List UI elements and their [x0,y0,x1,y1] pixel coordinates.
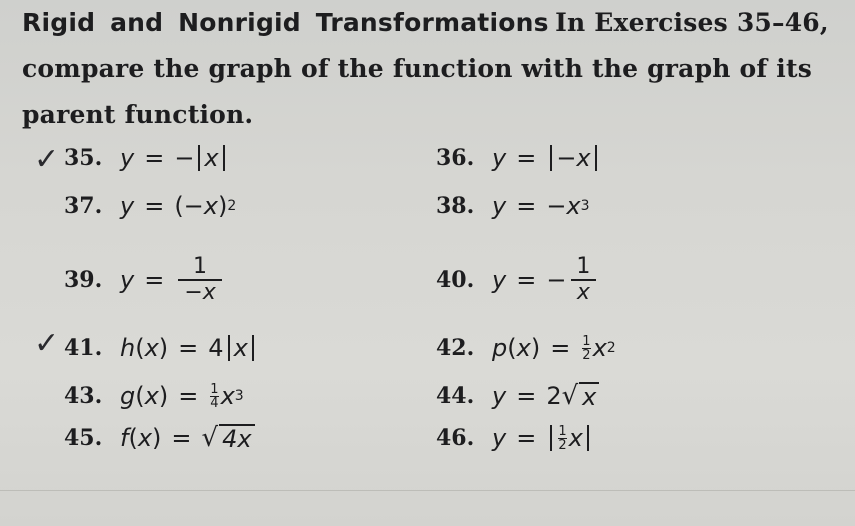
exercise-43 [64,374,244,418]
exercise-37 [64,184,236,228]
exercise-number: 37. [64,193,103,219]
exercise-35 [64,136,229,180]
exercise-number: 36. [436,145,475,171]
heading-topic: Rigid and Nonrigid Transformations [22,8,549,37]
check-mark-icon: ✓ [34,326,60,361]
page-divider [0,490,855,491]
exercise-number: 39. [64,267,103,293]
exercise-46 [436,416,593,460]
exercise-36 [436,136,601,180]
exercise-44 [436,374,599,418]
exercise-40 [436,250,600,310]
exercise-42 [436,326,616,370]
exercise-number: 42. [436,335,475,361]
exercise-41 [64,326,258,370]
exercise-number: 44. [436,383,475,409]
exercise-equation: y = $\frac{1}{-x}$ [120,255,226,305]
exercise-heading [22,0,852,138]
exercise-number: 35. [64,145,103,171]
exercise-number: 40. [436,267,475,293]
exercise-number: 41. [64,335,103,361]
check-mark-icon: ✓ [34,142,60,177]
exercise-equation: p ( x ) = $\frac{1}{2}$ x 2 [492,333,616,363]
exercise-number: 38. [436,193,475,219]
exercise-equation: f ( x ) = √ 4x [120,423,255,453]
exercise-equation: h ( x ) = 4 x [120,334,258,362]
heading-instructions: In Exercises 35–46, compare the graph of the function with the graph of its parent function. [22,8,829,129]
exercise-equation: g ( x ) = $\frac{1}{4}$ x 3 [120,381,244,411]
exercise-39 [64,250,226,310]
exercise-equation: y = 2 √ x [492,381,599,411]
exercise-equation: y = − x 3 [492,192,590,220]
exercise-45 [64,416,255,460]
exercise-equation: y = − x [120,144,229,172]
exercise-equation: y = (− x ) 2 [120,192,237,220]
exercise-number: 46. [436,425,475,451]
exercise-equation: y = − $\frac{1}{x}$ [492,255,600,305]
exercise-number: 45. [64,425,103,451]
exercise-equation: y = − x [492,144,601,172]
exercise-number: 43. [64,383,103,409]
exercise-38 [436,184,590,228]
exercise-equation: y = 1 2 x [492,424,593,452]
